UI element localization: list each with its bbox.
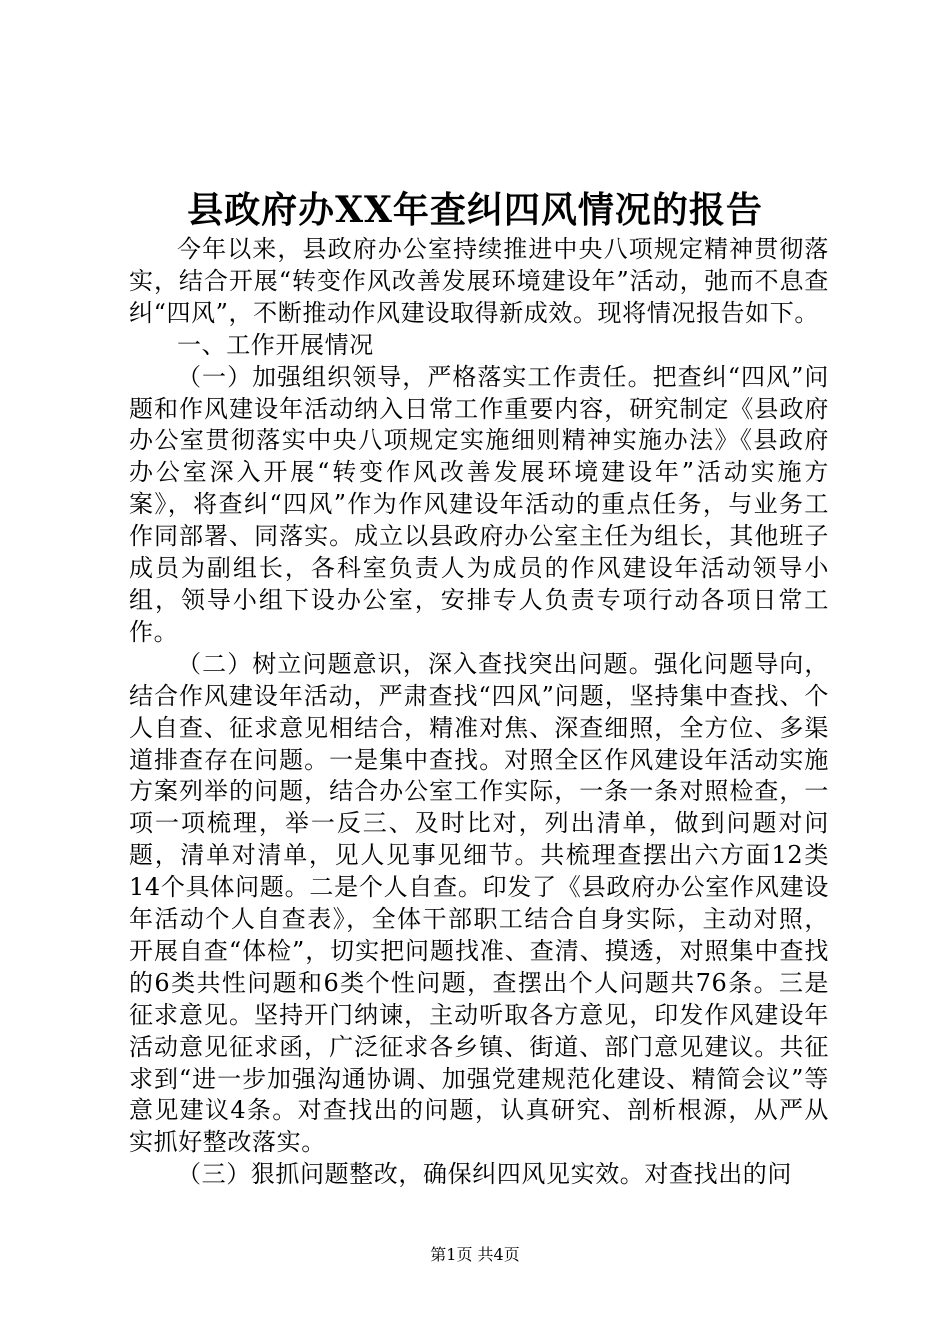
- document-title: 县政府办XX年查纠四风情况的报告: [187, 189, 763, 231]
- page-number-footer: 第1页 共4页: [430, 1245, 520, 1264]
- document-body: [129, 234, 829, 1191]
- paragraph-section-3: （三）狠抓问题整改，确保纠四风见实效。对查找出的问: [177, 1160, 792, 1189]
- paragraph-section-1: （一）加强组织领导，严格落实工作责任。把查纠“四风”问题和作风建设年活动纳入日常工作重要内容，研究制定《县政府办公室贯彻落实中央八项规定实施细则精神实施办法》《县政府办公室深入开展“转变作风改善发展环境建设年”活动实施方案》，将查纠“四风”作为作风建设年活动的重点任务，与业务工作同部署、同落实。成立以县政府办公室主任为组长，其他班子成员为副组长，各科室负责人为成员的作风建设年活动领导小组，领导小组下设办公室，安排专人负责专项行动各项日常工作。: [129, 362, 829, 646]
- paragraph-section-2: （二）树立问题意识，深入查找突出问题。强化问题导向，结合作风建设年活动，严肃查找“四风”问题，坚持集中查找、个人自查、征求意见相结合，精准对焦、深查细照，全方位、多渠道排查存在问题。一是集中查找。对照全区作风建设年活动实施方案列举的问题，结合办公室工作实际，一条一条对照检查，一项一项梳理，举一反三、及时比对，列出清单，做到问题对问题，清单对清单，见人见事见细节。共梳理查摆出六方面12类14个具体问题。二是个人自查。印发了《县政府办公室作风建设年活动个人自查表》，全体干部职工结合自身实际，主动对照，开展自查“体检”，切实把问题找准、查清、摸透，对照集中查找的6类共性问题和6类个性问题，查摆出个人问题共76条。三是征求意见。坚持开门纳谏，主动听取各方意见，印发作风建设年活动意见征求函，广泛征求各乡镇、街道、部门意见建议。共征求到“进一步加强沟通协调、加强党建规范化建设、精简会议”等意见建议4条。对查找出的问题，认真研究、剖析根源，从严从实抓好整改落实。: [129, 649, 829, 1157]
- paragraph-intro: 今年以来，县政府办公室持续推进中央八项规定精神贯彻落实，结合开展“转变作风改善发展环境建设年”活动，弛而不息查纠“四风”，不断推动作风建设取得新成效。现将情况报告如下。: [129, 235, 829, 327]
- section-heading-work-status: 一、工作开展情况: [177, 330, 374, 359]
